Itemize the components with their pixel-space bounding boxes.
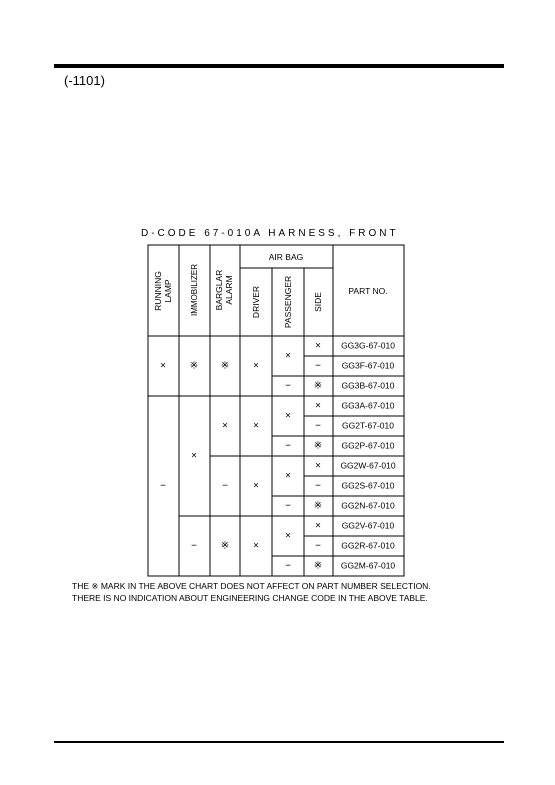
bottom-rule bbox=[54, 741, 504, 743]
immobilizer-cell: ※ bbox=[189, 360, 199, 372]
passenger-cell: − bbox=[285, 380, 291, 392]
part-number-cell: GG2S-67-010 bbox=[341, 480, 395, 491]
side-cell: ※ bbox=[313, 440, 323, 452]
side-cell: ※ bbox=[313, 500, 323, 512]
part-number-cell: GG3B-67-010 bbox=[341, 380, 395, 391]
part-number-cell: GG2R-67-010 bbox=[341, 540, 395, 551]
passenger-cell: − bbox=[285, 440, 291, 452]
side-cell: × bbox=[315, 460, 321, 472]
passenger-cell: − bbox=[285, 500, 291, 512]
running-lamp-header-line1: RUNNING bbox=[153, 271, 163, 311]
side-cell: × bbox=[315, 340, 321, 352]
side-cell: × bbox=[315, 520, 321, 532]
air-bag-header: AIR BAG bbox=[268, 252, 304, 262]
passenger-cell: × bbox=[285, 530, 291, 542]
barglar-alarm-cell: − bbox=[222, 480, 228, 492]
side-cell: − bbox=[315, 480, 321, 492]
driver-cell: × bbox=[253, 540, 259, 552]
barglar-alarm-header-line2: ALARM bbox=[224, 275, 234, 305]
immobilizer-header: IMMOBILIZER bbox=[190, 263, 199, 317]
barglar-alarm-header-line1: BARGLAR bbox=[214, 269, 224, 311]
side-header: SIDE bbox=[313, 292, 323, 312]
part-number-cell: GG2W-67-010 bbox=[340, 460, 396, 471]
part-number-cell: GG2N-67-010 bbox=[341, 500, 395, 511]
passenger-cell: − bbox=[285, 560, 291, 572]
barglar-alarm-cell: ※ bbox=[220, 540, 230, 552]
part-number-cell: GG2V-67-010 bbox=[341, 520, 395, 531]
immobilizer-cell: − bbox=[191, 540, 197, 552]
barglar-alarm-cell: × bbox=[222, 420, 228, 432]
part-number-cell: GG2T-67-010 bbox=[342, 420, 394, 431]
passenger-header: PASSENGER bbox=[283, 275, 293, 329]
driver-cell: × bbox=[253, 420, 259, 432]
side-cell: − bbox=[315, 360, 321, 372]
part-number-cell: GG2P-67-010 bbox=[341, 440, 395, 451]
passenger-cell: × bbox=[285, 470, 291, 482]
part-number-cell: GG3F-67-010 bbox=[341, 360, 395, 371]
part-number-cell: GG2M-67-010 bbox=[340, 560, 396, 571]
side-cell: × bbox=[315, 400, 321, 412]
running-lamp-cell: × bbox=[160, 360, 166, 372]
passenger-cell: × bbox=[285, 350, 291, 362]
driver-cell: × bbox=[253, 480, 259, 492]
side-cell: ※ bbox=[313, 560, 323, 572]
part-number-cell: GG3G-67-010 bbox=[341, 340, 395, 351]
passenger-cell: × bbox=[285, 410, 291, 422]
part-number-cell: GG3A-67-010 bbox=[341, 400, 395, 411]
side-cell: − bbox=[315, 540, 321, 552]
driver-cell: × bbox=[253, 360, 259, 372]
part-no-header: PART NO. bbox=[348, 286, 388, 296]
running-lamp-header-line2: LAMP bbox=[163, 279, 173, 303]
immobilizer-cell: × bbox=[191, 450, 197, 462]
table-title: D-CODE 67-010A HARNESS, FRONT bbox=[141, 228, 399, 239]
note-line-1: THE ※ MARK IN THE ABOVE CHART DOES NOT AFFECT ON PART NUMBER SELECTION. bbox=[72, 581, 431, 591]
note-line-2: THERE IS NO INDICATION ABOUT ENGINEERING CHANGE CODE IN THE ABOVE TABLE. bbox=[72, 593, 428, 603]
barglar-alarm-cell: ※ bbox=[220, 360, 230, 372]
side-cell: − bbox=[315, 420, 321, 432]
running-lamp-cell: − bbox=[160, 480, 166, 492]
side-cell: ※ bbox=[313, 380, 323, 392]
document-reference: (-1101) bbox=[64, 73, 105, 88]
driver-header: DRIVER bbox=[251, 285, 261, 319]
